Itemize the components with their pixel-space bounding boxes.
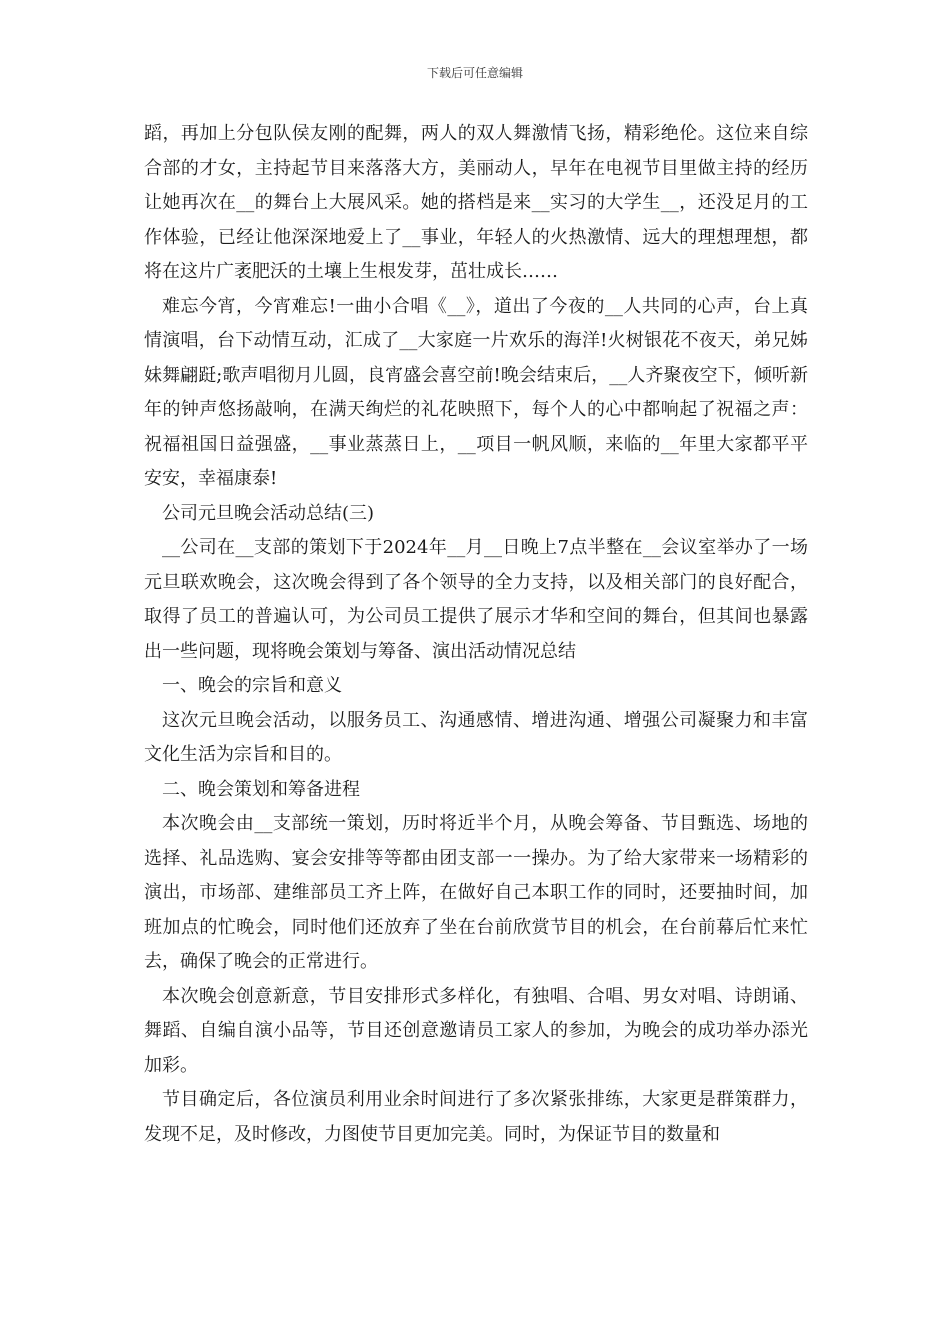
section-title: 公司元旦晚会活动总结(三): [162, 502, 375, 524]
paragraph-5: 本次晚会由__支部统一策划，历时将近半个月，从晚会筹备、节目甄选、场地的选择、礼品选购、宴会安排等等都由团支部一一操办。为了给大家带来一场精彩的演出，市场部、建维部员工齐上阵，在做好自己本职工作的同时，还要抽时间，加班加点的忙晚会，同时他们还放弃了坐在台前欣赏节目的机会，在台前幕后忙来忙去，确保了晚会的正常进行。: [144, 813, 808, 972]
page-header: 下载后可任意编辑: [426, 66, 523, 80]
section-heading-1: 一、晚会的宗旨和意义: [162, 675, 342, 696]
paragraph-7: 节目确定后，各位演员利用业余时间进行了多次紧张排练，大家更是群策群力，发现不足，及时修改，力图使节目更加完美。同时，为保证节目的数量和: [144, 1089, 808, 1145]
paragraph-1: 蹈，再加上分包队侯友刚的配舞，两人的双人舞激情飞扬，精彩绝伦。这位来自综合部的才女，主持起节目来落落大方，美丽动人，早年在电视节目里做主持的经历让她再次在__的舞台上大展风采。她的搭档是来__实习的大学生__，还没足月的工作体验，已经让他深深地爱上了__事业，年轻人的火热激情、远大的理想理想，都将在这片广袤肥沃的土壤上生根发芽，茁壮成长……: [144, 123, 808, 282]
document-body: [144, 117, 808, 1152]
paragraph-4: 这次元旦晚会活动，以服务员工、沟通感情、增进沟通、增强公司凝聚力和丰富文化生活为宗旨和目的。: [144, 709, 808, 765]
paragraph-3: __公司在__支部的策划下于2024年__月__日晚上7点半整在__会议室举办了一场元旦联欢晚会，这次晚会得到了各个领导的全力支持，以及相关部门的良好配合，取得了员工的普遍认可，为公司员工提供了展示才华和空间的舞台，但其间也暴露出一些问题，现将晚会策划与筹备、演出活动情况总结: [144, 537, 808, 662]
paragraph-6: 本次晚会创意新意，节目安排形式多样化，有独唱、合唱、男女对唱、诗朗诵、舞蹈、自编自演小品等，节目还创意邀请员工家人的参加，为晚会的成功举办添光加彩。: [144, 985, 808, 1076]
paragraph-2: 难忘今宵，今宵难忘!一曲小合唱《__》，道出了今夜的__人共同的心声，台上真情演唱，台下动情互动，汇成了__大家庭一片欢乐的海洋!火树银花不夜天，弟兄姊妹舞翩跹;歌声唱彻月儿圆，良宵盛会喜空前!晚会结束后，__人齐聚夜空下，倾听新年的钟声悠扬敲响，在满天绚烂的礼花映照下，每个人的心中都响起了祝福之声：祝福祖国日益强盛，__事业蒸蒸日上，__项目一帆风顺，来临的__年里大家都平平安安，幸福康泰!: [144, 295, 808, 489]
section-heading-2: 二、晚会策划和筹备进程: [162, 778, 360, 800]
